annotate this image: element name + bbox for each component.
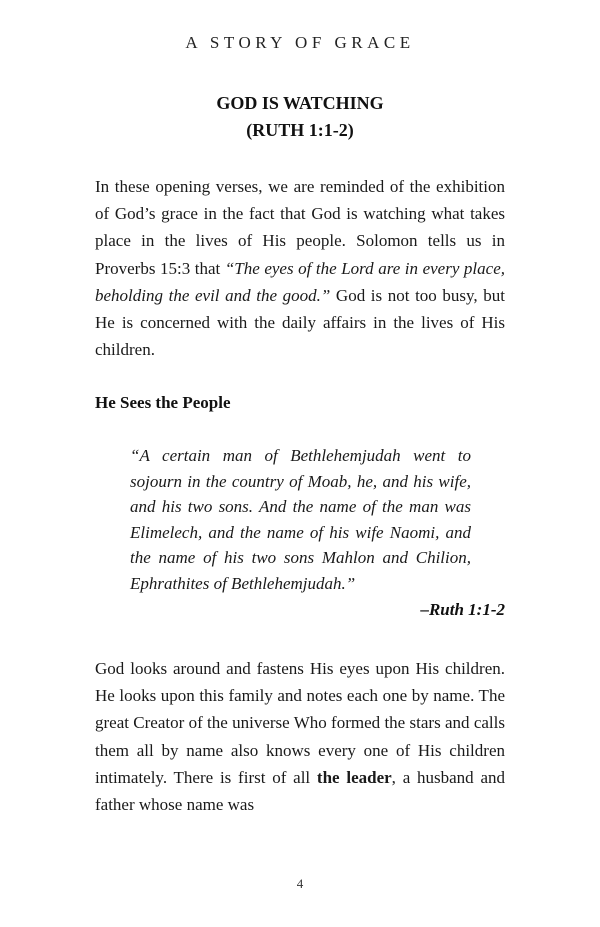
- intro-paragraph: [95, 173, 505, 363]
- block-quote: “A certain man of Bethlehemjudah went to sojourn in the country of Moab, he, and his wife, and his two sons. And the name of the man was Elimelech, and the name of his wife Naomi, and the name of his two sons Mahlon and Chilion, Ephrathites of Bethlehemjudah.”: [130, 446, 471, 593]
- running-head: A STORY OF GRACE: [185, 33, 415, 52]
- section-title: GOD IS WATCHING: [216, 93, 384, 113]
- page-number: 4: [296, 876, 304, 891]
- closing-paragraph: [95, 655, 505, 818]
- proverbs-quote: “The eyes of the Lord are in every place, beholding the evil and the good.”: [95, 258, 505, 305]
- quote-citation: –Ruth 1:1-2: [420, 600, 505, 619]
- closing-text-after-bold: , a husband and father whose name was: [95, 767, 505, 815]
- intro-text-before-quote: In these opening verses, we are reminded of the exhibition of God’s grace in the fact that God is watching what takes place in the lives of His people. Solomon tells us in Proverbs 15:3 that: [95, 177, 505, 278]
- closing-bold-phrase: the leader: [316, 767, 392, 787]
- intro-text-after-quote: God is not too busy, but He is concerned with the daily affairs in the lives of His children.: [95, 285, 505, 360]
- subheading: He Sees the People: [95, 393, 231, 412]
- closing-text-before-bold: God looks around and fastens His eyes upon His children. He looks upon this family and notes each one by name. The great Creator of the universe Who formed the stars and calls them all by name also knows every one of His children intimately. There is first of all: [95, 659, 505, 787]
- section-reference: (RUTH 1:1-2): [246, 120, 354, 140]
